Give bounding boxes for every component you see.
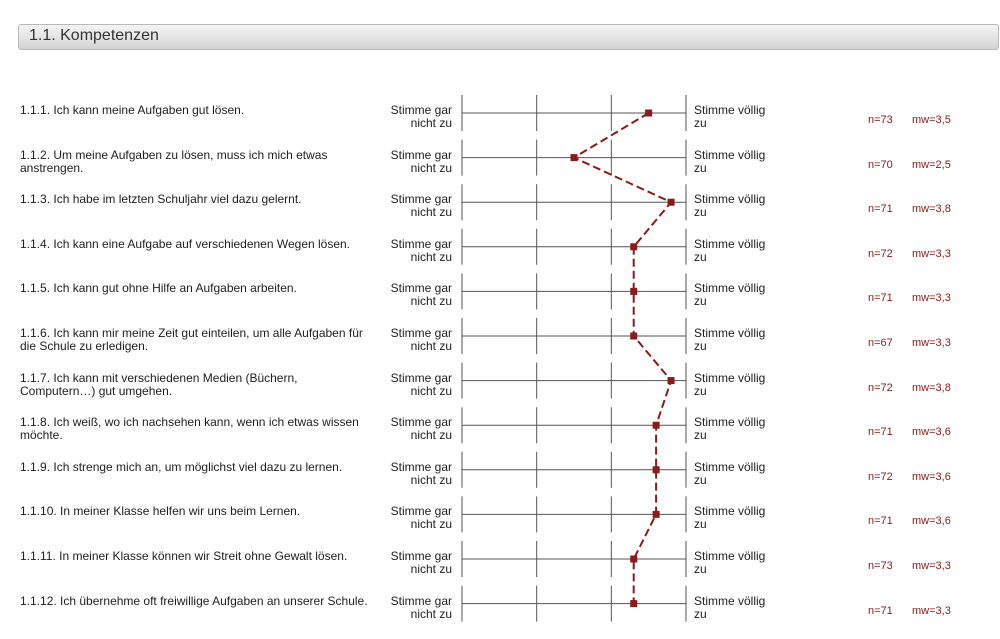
scale-left-anchor-line2: nicht zu [410,606,452,621]
mean-marker [571,154,578,161]
stat-n: n=73 [868,560,893,572]
question-label: 1.1.11. In meiner Klasse können wir Streit ohne Gewalt lösen. [20,549,348,563]
question-label: 1.1.2. Um meine Aufgaben zu lösen, muss ich mich etwas anstrengen. [20,147,328,175]
scale-right-anchor-line1: Stimme völlig [694,459,766,474]
scale-left-anchor-line1: Stimme gar [390,504,452,519]
stat-n: n=73 [868,114,893,126]
question-label: 1.1.3. Ich habe im letzten Schuljahr viel dazu gelernt. [20,192,302,207]
scale-left-anchor-line2: nicht zu [410,428,452,443]
question-label: 1.1.8. Ich weiß, wo ich nachsehen kann, wenn ich etwas wissen möchte. [20,415,359,443]
mean-marker [630,556,637,563]
stat-mean: mw=3,3 [912,337,951,349]
question-label: 1.1.10. In meiner Klasse helfen wir uns beim Lernen. [20,504,301,519]
scale-right-anchor-line2: zu [694,562,707,576]
question-label: 1.1.5. Ich kann gut ohne Hilfe an Aufgaben arbeiten. [20,281,297,296]
scale-left-anchor-line1: Stimme gar [390,415,452,430]
scale-left-anchor-line2: nicht zu [410,472,452,487]
scale-right-anchor-line2: zu [694,116,707,130]
scale-right-anchor-line1: Stimme völlig [694,103,766,117]
mean-marker [630,288,637,295]
scale-right-anchor-line1: Stimme völlig [694,415,766,430]
stat-mean: mw=3,6 [912,426,951,439]
scale-left-anchor-line1: Stimme gar [390,192,452,207]
scale-left-anchor-line1: Stimme gar [390,549,452,563]
mean-marker [630,600,637,607]
scale-left-anchor-line2: nicht zu [410,116,452,130]
stat-mean: mw=3,3 [912,560,951,572]
stat-n: n=71 [868,292,893,305]
stat-mean: mw=3,8 [912,381,951,394]
mean-marker [668,199,675,206]
stat-n: n=67 [868,337,893,349]
scale-right-anchor-line2: zu [694,606,707,621]
scale-right-anchor-line2: zu [694,472,707,487]
question-label: 1.1.7. Ich kann mit verschiedenen Medien (Büchern, Computern…) gut umgehen. [20,370,298,398]
stat-n: n=72 [868,247,893,260]
mean-marker [668,377,675,384]
scale-right-anchor-line1: Stimme völlig [694,236,766,251]
scale-left-anchor-line2: nicht zu [410,205,452,220]
scale-right-anchor-line2: zu [694,205,707,220]
stat-n: n=71 [868,604,893,617]
stat-mean: mw=3,6 [912,515,951,528]
profile-line [574,113,671,604]
scale-left-anchor-line2: nicht zu [410,249,452,264]
scale-left-anchor-line1: Stimme gar [390,236,452,251]
scale-right-anchor-line1: Stimme völlig [694,281,766,296]
stat-n: n=71 [868,203,893,216]
question-label: 1.1.6. Ich kann mir meine Zeit gut einteilen, um alle Aufgaben für die Schule zu erledigen. [20,326,363,353]
question-label: 1.1.4. Ich kann eine Aufgabe auf verschiedenen Wegen lösen. [20,236,351,251]
stat-n: n=71 [868,515,893,528]
scale-left-anchor-line1: Stimme gar [390,370,452,385]
scale-left-anchor-line1: Stimme gar [390,147,452,162]
scale-left-anchor-line2: nicht zu [410,562,452,576]
scale-right-anchor-line2: zu [694,294,707,309]
question-label: 1.1.1. Ich kann meine Aufgaben gut lösen. [20,103,245,117]
scale-left-anchor-line1: Stimme gar [390,326,452,340]
scale-left-anchor-line1: Stimme gar [390,281,452,296]
mean-marker [630,333,637,340]
scale-right-anchor-line1: Stimme völlig [694,593,766,608]
scale-left-anchor-line2: nicht zu [410,339,452,353]
stat-n: n=70 [868,158,893,171]
section-title: 1.1. Kompetenzen [29,27,159,44]
mean-marker [653,422,660,429]
scale-right-anchor-line2: zu [694,428,707,443]
scale-left-anchor-line1: Stimme gar [390,593,452,608]
stat-mean: mw=3,6 [912,470,951,483]
scale-right-anchor-line2: zu [694,339,707,353]
stat-mean: mw=3,3 [912,292,951,305]
question-label: 1.1.9. Ich strenge mich an, um möglichst viel dazu zu lernen. [20,459,343,474]
question-label: 1.1.12. Ich übernehme oft freiwillige Aufgaben an unserer Schule. [20,593,368,608]
stat-mean: mw=3,3 [912,604,951,617]
stat-n: n=71 [868,426,893,439]
stat-n: n=72 [868,381,893,394]
mean-marker [645,110,652,117]
scale-left-anchor-line2: nicht zu [410,517,452,532]
scale-left-anchor-line1: Stimme gar [390,459,452,474]
scale-right-anchor-line2: zu [694,160,707,175]
mean-marker [653,466,660,473]
scale-right-anchor-line1: Stimme völlig [694,370,766,385]
mean-marker [630,243,637,250]
scale-right-anchor-line1: Stimme völlig [694,504,766,519]
scale-right-anchor-line1: Stimme völlig [694,147,766,162]
scale-right-anchor-line2: zu [694,383,707,398]
mean-marker [653,511,660,518]
scale-left-anchor-line2: nicht zu [410,294,452,309]
stat-mean: mw=2,5 [912,158,951,171]
scale-left-anchor-line1: Stimme gar [390,103,452,117]
stat-mean: mw=3,5 [912,114,951,126]
scale-right-anchor-line2: zu [694,249,707,264]
stat-mean: mw=3,3 [912,247,951,260]
scale-left-anchor-line2: nicht zu [410,383,452,398]
scale-right-anchor-line1: Stimme völlig [694,192,766,207]
scale-right-anchor-line1: Stimme völlig [694,549,766,563]
stat-mean: mw=3,8 [912,203,951,216]
scale-right-anchor-line1: Stimme völlig [694,326,766,340]
stat-n: n=72 [868,470,893,483]
scale-right-anchor-line2: zu [694,517,707,532]
scale-left-anchor-line2: nicht zu [410,160,452,175]
